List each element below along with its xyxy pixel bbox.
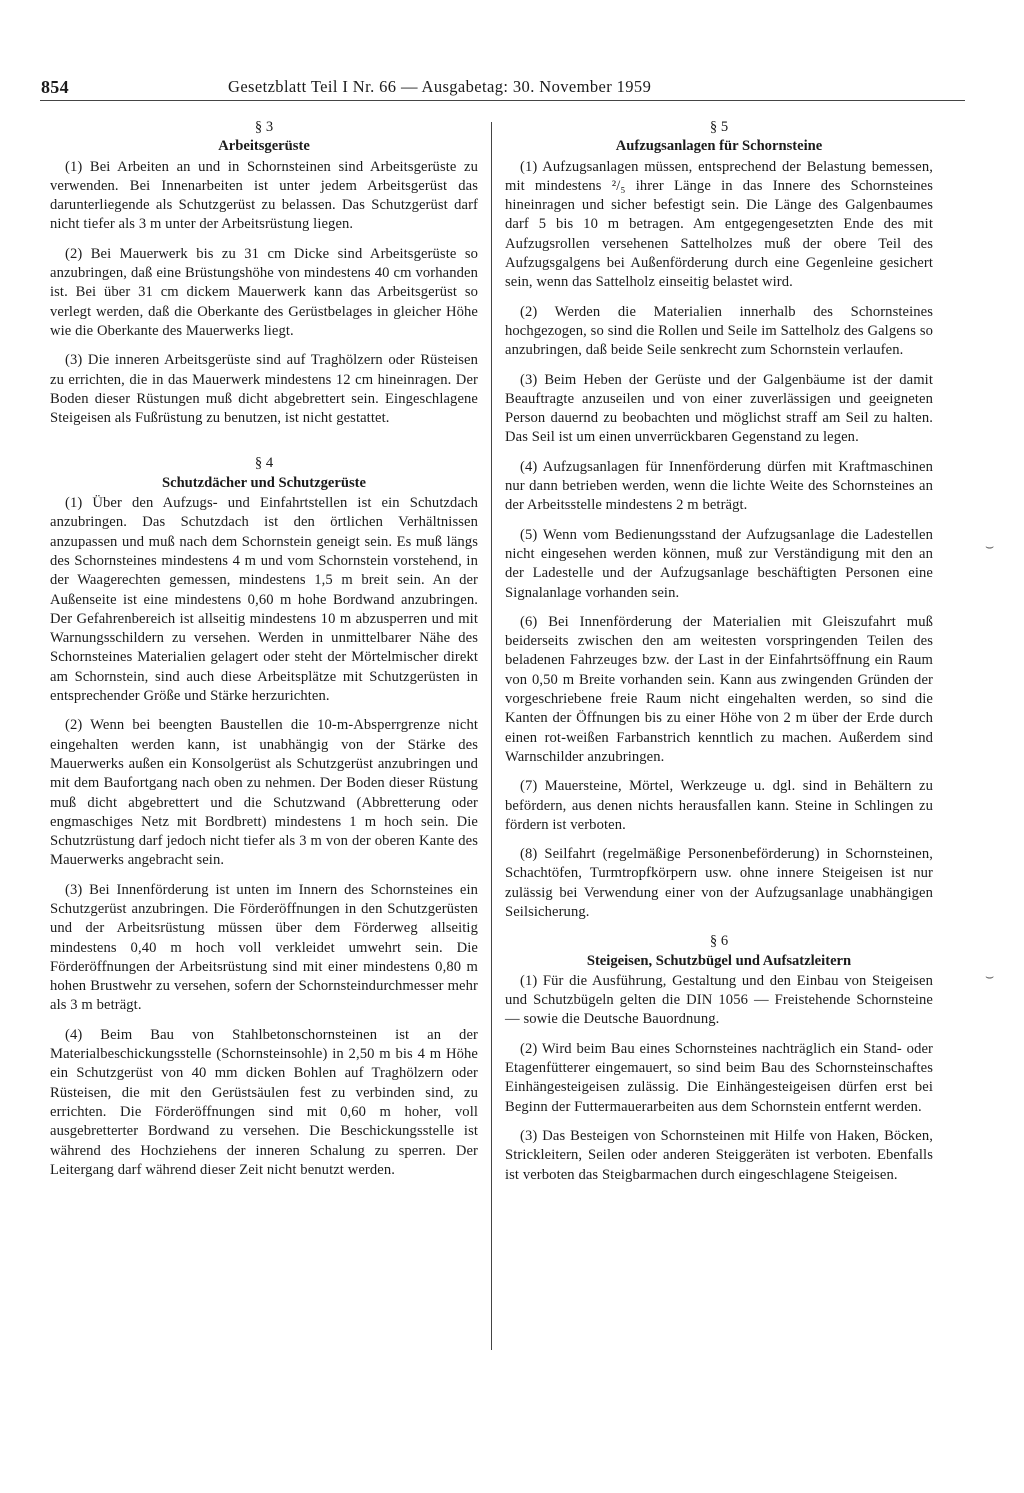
section-5-title: Aufzugsanlagen für Schornsteine	[615, 138, 823, 155]
paragraph: (8) Seilfahrt (regelmäßige Personenbeförderung) in Schornsteinen, Schachtöfen, Turmtropfkörpern usw. ohne innere Steigeisen ist nur zulässig bei Verwendung einer von der Aufzugsanlage unabhängigen Seilsicherung.	[505, 846, 933, 920]
scan-margin-mark: ⌣	[985, 970, 995, 985]
paragraph: (1) Für die Ausführung, Gestaltung und den Einbau von Steigeisen und Schutzbügeln gelten die DIN 1056 — Freistehende Schornsteine — sowie die Deutsche Bauordnung.	[505, 972, 933, 1028]
paragraph: (2) Wird beim Bau eines Schornsteines nachträglich ein Stand- oder Etagenfütterer eingemauert, so sind beim Bau des Schornsteinschaftes Einhängesteigeisen zulässig. Die Einhängesteigeisen dürfen erst bei Beginn der Futtermauerarbeiten aus dem Schornstein entfernt werden.	[505, 1040, 933, 1115]
section-3-title: Arbeitsgerüste	[218, 138, 310, 155]
paragraph: (5) Wenn vom Bedienungsstand der Aufzugsanlage die Ladestellen nicht eingesehen werden können, muß zur Verständigung mit den an der Ladestelle und der Aufzugsanlage beschäftigten Personen eine Signalanlage vorhanden sein.	[505, 526, 933, 601]
paragraph: (2) Wenn bei beengten Baustellen die 10-m-Absperrgrenze nicht eingehalten werden kann, ist unabhängig von der Stärke des Mauerwerks außen ein Konsolgerüst als Schutzgerüst anzubringen und mit dem Baufortgang nach oben zu nehmen. Der Boden dieser Rüstung muß dicht abgebrettert und die Schutzwand (Abbretterung oder engmaschiges Netz mit Bordbrett) mindestens 1 m hoch sein. Die Schutzrüstung darf jedoch nicht tiefer als 3 m von der oberen Kante des Mauerwerks angebracht sein.	[50, 717, 478, 869]
header-rule	[40, 100, 965, 101]
section-3-number: § 3	[254, 119, 274, 135]
paragraph: (2) Bei Mauerwerk bis zu 31 cm Dicke sind Arbeitsgerüste so anzubringen, daß eine Brüstungshöhe von mindestens 40 cm vorhanden ist. Bei über 31 cm dickem Mauerwerk kann das Arbeitsgerüst so verlegt werden, daß die Oberkante des Gerüstbelages in gleicher Höhe wie die Oberkante des Mauerwerks liegt.	[50, 245, 478, 339]
section-6-title: Steigeisen, Schutzbügel und Aufsatzleitern	[586, 952, 852, 969]
paragraph: (4) Aufzugsanlagen für Innenförderung dürfen mit Kraftmaschinen nur dann betrieben werden, wenn die lichte Weite des Schornsteines an der Arbeitsstelle mindestens 2 m beträgt.	[505, 458, 933, 514]
section-6-number: § 6	[709, 933, 729, 950]
paragraph: (4) Beim Bau von Stahlbetonschornsteinen ist an der Materialbeschickungsstelle (Schornsteinsohle) in 2,50 m bis 4 m Höhe ein Schutzgerüst von 40 mm dicken Bohlen auf Traghölzern oder Rüsteisen, die mit den Gerüstsäulen fest zu verbinden sind, zu errichten. Die Förderöffnungen sind mit 0,60 m hoher, voll ausgebretterter Bordwand zu versehen. Die Beschickungsstelle ist während des Hochziehens der inneren Schalung zu sperren. Der Leitergang darf während dieser Zeit nicht benutzt werden.	[50, 1026, 478, 1178]
paragraph: (6) Bei Innenförderung der Materialien mit Gleiszufahrt muß beiderseits zwischen den am weitesten vorspringenden Teilen des beladenen Fahrzeuges bzw. der Last in der Einfahrtsöffnung ein Raum von 0,50 m Breite vorhanden sein. Kann aus zwingenden Gründen der vorgeschriebene freie Raum nicht eingehalten werden, so sind die Kanten der Öffnungen bis zu einer Höhe von 2 m über der Erde durch einen rot-weißen Farbanstrich kenntlich zu machen. Außerdem sind Warnschilder anzubringen.	[505, 613, 933, 765]
section-4-title: Schutzdächer und Schutzgerüste	[161, 474, 367, 491]
left-column	[50, 118, 478, 1180]
scan-margin-mark: ⌣	[985, 540, 995, 555]
right-column	[505, 118, 933, 1185]
paragraph: (3) Beim Heben der Gerüste und der Galgenbäume ist der damit Beauftragte anzuseilen und von einer zuverlässigen und geeigneten Person dauernd zu beobachten und möglichst straff am Seil zu halten. Das Seil ist um einen unverrückbaren Gegenstand zu legen.	[505, 371, 933, 446]
paragraph: (7) Mauersteine, Mörtel, Werkzeuge u. dgl. sind in Behältern zu befördern, aus denen nichts herausfallen kann. Steine in Schlingen zu fördern ist verboten.	[505, 778, 933, 833]
page-number: 854	[41, 77, 69, 97]
section-4-number: § 4	[254, 455, 274, 472]
paragraph: (1) Aufzugsanlagen müssen, entsprechend der Belastung bemessen, mit mindestens ²/₅ ihrer Länge in das Innere des Schornsteines hineinragen und sicher befestigt sein. Die Länge des Galgenbaumes darf 5 bis 10 m betragen. Am entgegengesetzten Ende des mit Aufzugsrollen versehenen Sattelholzes muß der obere Teil des Aufzugsgalgens bei Außenförderung durch eine Gegenleine gesichert sein, wenn das Sattelholz einseitig belastet wird.	[505, 158, 933, 291]
paragraph: (3) Die inneren Arbeitsgerüste sind auf Traghölzern oder Rüsteisen zu errichten, die in das Mauerwerk mindestens 12 cm hineinragen. Der Boden dieser Rüstungen muß dicht abgebrettert sein. Eingeschlagene Steigeisen als Fußrüstung zu benutzen, ist nicht gestattet.	[50, 352, 478, 427]
section-5-number: § 5	[709, 119, 729, 135]
paragraph: (3) Bei Innenförderung ist unten im Innern des Schornsteines ein Schutzgerüst anzubringen. Die Förderöffnungen in den Schutzgerüsten und der Arbeitsrüstung müssen über dem Förderweg allseitig mindestens 0,40 m hoch voll verkleidet umwehrt sein. Die Förderöffnungen der Arbeitsrüstung sind mit einer mindestens 0,80 m hohen Brustwehr zu versehen, sofern der Schornsteindurchmesser mehr als 3 m beträgt.	[50, 881, 478, 1014]
paragraph: (2) Werden die Materialien innerhalb des Schornsteines hochgezogen, so sind die Rollen und Seile im Sattelholz des Galgens so anzubringen, daß beide Seile senkrecht zum Schornstein verlaufen.	[505, 303, 933, 359]
paragraph: (1) Bei Arbeiten an und in Schornsteinen sind Arbeitsgerüste zu verwenden. Bei Innenarbeiten ist unter jedem Arbeitsgerüst das darunterliegende als Schutzgerüst zu belassen. Das Schutzgerüst darf nicht tiefer als 3 m unter der Arbeitsrüstung liegen.	[50, 158, 478, 233]
paragraph: (1) Über den Aufzugs- und Einfahrtstellen ist ein Schutzdach anzubringen. Das Schutzdach ist den örtlichen Verhältnissen anzupassen und muß nach dem Schornstein geneigt sein. Es muß längs des Schornsteines mindestens 4 m und vom Schornstein vorstehend, in der Waagerechten gemessen, mindestens 1,5 m breit sein. An der Außenseite ist eine mindestens 0,60 m hohe Bordwand anzubringen. Der Gefahrenbereich ist allseitig mindestens 10 m abzusperren und mit Warnungsschildern zu versehen. Werden in unmittelbarer Nähe des Schornsteines Materialien gelagert oder steht der Mörtelmischer direkt am Schornstein, sind auch diese Arbeitsplätze mit Schutzgerüsten in entsprechender Größe und Stärke herzurichten.	[50, 495, 478, 705]
column-divider	[491, 122, 492, 1350]
running-header: Gesetzblatt Teil I Nr. 66 — Ausgabetag: 30. November 1959	[228, 77, 652, 96]
paragraph: (3) Das Besteigen von Schornsteinen mit Hilfe von Haken, Böcken, Strickleitern, Seilen oder anderen Steiggeräten ist verboten. Ebenfalls ist verboten das Steigbarmachen durch eingeschlagene Steigeisen.	[505, 1127, 933, 1183]
